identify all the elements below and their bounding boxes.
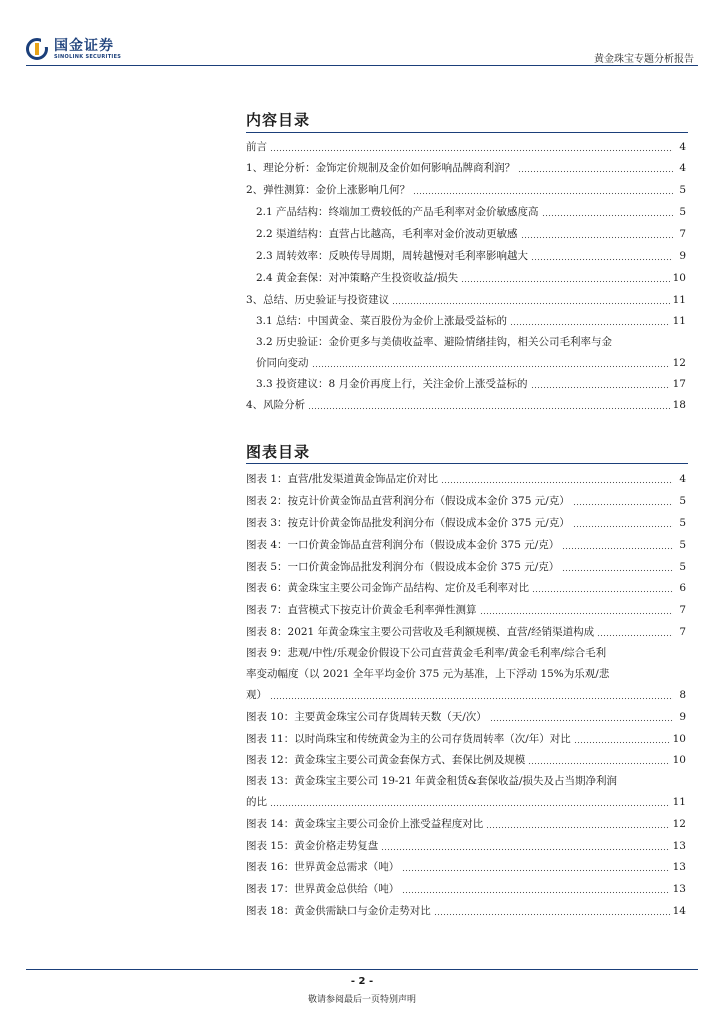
leader-dots bbox=[532, 583, 673, 593]
toc-entry-page: 12 bbox=[672, 357, 686, 369]
toc-entry[interactable] bbox=[256, 271, 686, 285]
leader-dots bbox=[434, 906, 670, 916]
toc-entry-text: 4、风险分析 bbox=[246, 399, 306, 411]
figure-entry-text: 图表 6：黄金珠宝主要公司金饰产品结构、定价及毛利率对比 bbox=[246, 582, 530, 594]
figure-entry-text: 图表 12：黄金珠宝主要公司黄金套保方式、套保比例及规模 bbox=[246, 754, 526, 766]
toc-entry[interactable] bbox=[246, 140, 686, 154]
toc-entry[interactable] bbox=[256, 227, 686, 241]
leader-dots bbox=[531, 251, 673, 261]
figure-entry[interactable] bbox=[246, 625, 686, 639]
leader-dots bbox=[308, 400, 669, 410]
toc-entry-text: 2.3 周转效率：反映传导周期，周转越慢对毛利率影响越大 bbox=[256, 250, 529, 262]
page-header bbox=[0, 0, 724, 68]
figure-entry-text: 图表 14：黄金珠宝主要公司金价上涨受益程度对比 bbox=[246, 818, 484, 830]
figure-entry-page: 13 bbox=[672, 861, 686, 873]
brand-name-en: SINOLINK SECURITIES bbox=[54, 53, 122, 60]
figure-entry[interactable] bbox=[246, 538, 686, 552]
figure-entry-text: 图表 5：一口价黄金饰品批发利润分布（假设成本金价 375 元/克） bbox=[246, 561, 560, 573]
leader-dots bbox=[480, 605, 673, 615]
leader-dots bbox=[518, 163, 673, 173]
toc-entry[interactable] bbox=[246, 293, 686, 307]
page-number: - 2 - bbox=[350, 976, 374, 987]
toc-entry-text: 3.1 总结：中国黄金、菜百股份为金价上涨最受益标的 bbox=[256, 315, 508, 327]
leader-dots bbox=[392, 295, 669, 305]
contents-title: 内容目录 bbox=[246, 111, 311, 129]
toc-entry-text: 价同向变动 bbox=[256, 357, 309, 369]
figure-entry-text: 图表 10：主要黄金珠宝公司存货周转天数（天/次） bbox=[246, 711, 487, 723]
figure-entry[interactable] bbox=[246, 753, 686, 767]
leader-dots bbox=[490, 712, 673, 722]
toc-entry-page: 17 bbox=[672, 378, 686, 390]
report-type: 黄金珠宝专题分析报告 bbox=[594, 54, 694, 65]
figure-entry[interactable] bbox=[246, 494, 686, 508]
figure-entry-page: 5 bbox=[679, 517, 686, 529]
toc-entry[interactable] bbox=[246, 398, 686, 412]
figure-entry-text: 的比 bbox=[246, 796, 267, 808]
figure-entry[interactable] bbox=[246, 839, 686, 853]
leader-dots bbox=[521, 229, 673, 239]
brand-logo-icon bbox=[26, 38, 48, 60]
figure-entry-text-line2[interactable]: 率变动幅度（以 2021 全年平均金价 375 元为基准，上下浮动 15%为乐观/悲 bbox=[246, 668, 610, 680]
figure-entry[interactable] bbox=[246, 860, 686, 874]
figure-entry[interactable] bbox=[246, 516, 686, 530]
figure-entry[interactable] bbox=[246, 817, 686, 831]
leader-dots bbox=[270, 690, 673, 700]
toc-entry-text: 2.4 黄金套保：对冲策略产生投资收益/损失 bbox=[256, 272, 459, 284]
header-divider bbox=[26, 65, 698, 66]
toc-entry-text: 1、理论分析：金饰定价规制及金价如何影响品牌商利润？ bbox=[246, 162, 516, 174]
figure-entry-page: 13 bbox=[672, 840, 686, 852]
toc-entry[interactable] bbox=[256, 249, 686, 263]
figures-title: 图表目录 bbox=[246, 443, 311, 461]
toc-entry-text: 2、弹性测算：金价上涨影响几何？ bbox=[246, 184, 411, 196]
toc-entry-page: 10 bbox=[672, 272, 686, 284]
toc-entry[interactable] bbox=[246, 161, 686, 175]
toc-entry-page: 4 bbox=[679, 141, 686, 153]
toc-entry-page: 5 bbox=[679, 184, 686, 196]
figures-title-rule bbox=[246, 463, 688, 464]
toc-entry-page: 11 bbox=[672, 315, 686, 327]
leader-dots bbox=[461, 273, 670, 283]
figure-entry-text: 图表 7：直营模式下按克计价黄金毛利率弹性测算 bbox=[246, 604, 477, 616]
figure-entry[interactable] bbox=[246, 795, 686, 809]
toc-entry-text-line1[interactable]: 3.2 历史验证：金价更多与美债收益率、避险情绪挂钩，相关公司毛利率与金 bbox=[256, 336, 613, 348]
contents-title-rule bbox=[246, 132, 688, 133]
leader-dots bbox=[441, 474, 673, 484]
footer-divider bbox=[26, 969, 698, 970]
disclaimer: 敬请参阅最后一页特别声明 bbox=[307, 995, 416, 1005]
figure-entry-page: 7 bbox=[679, 626, 686, 638]
leader-dots bbox=[270, 142, 673, 152]
leader-dots bbox=[562, 562, 673, 572]
leader-dots bbox=[312, 358, 670, 368]
leader-dots bbox=[542, 207, 673, 217]
figure-entry-page: 14 bbox=[672, 905, 686, 917]
figure-entry-text: 图表 8：2021 年黄金珠宝主要公司营收及毛利额规模、直营/经销渠道构成 bbox=[246, 626, 595, 638]
figure-entry-page: 5 bbox=[679, 539, 686, 551]
leader-dots bbox=[402, 862, 669, 872]
leader-dots bbox=[402, 884, 669, 894]
figure-entry-page: 13 bbox=[672, 883, 686, 895]
leader-dots bbox=[486, 819, 669, 829]
figure-entry-text: 图表 18：黄金供需缺口与金价走势对比 bbox=[246, 905, 431, 917]
figure-entry-page: 10 bbox=[672, 754, 686, 766]
toc-entry-page: 9 bbox=[679, 250, 686, 262]
figure-entry-text: 图表 4：一口价黄金饰品直营利润分布（假设成本金价 375 元/克） bbox=[246, 539, 560, 551]
leader-dots bbox=[381, 841, 669, 851]
figure-entry-page: 5 bbox=[679, 561, 686, 573]
figure-entry[interactable] bbox=[246, 732, 686, 746]
toc-entry-page: 7 bbox=[679, 228, 686, 240]
figure-entry-text-line1[interactable]: 图表 13：黄金珠宝主要公司 19-21 年黄金租赁&套保收益/损失及占当期净利润 bbox=[246, 775, 618, 787]
figure-entry[interactable] bbox=[246, 603, 686, 617]
figure-entry[interactable] bbox=[246, 882, 686, 896]
figure-entry-page: 5 bbox=[679, 495, 686, 507]
toc-entry-text: 3、总结、历史验证与投资建议 bbox=[246, 294, 390, 306]
figure-entry-text: 图表 1：直营/批发渠道黄金饰品定价对比 bbox=[246, 473, 439, 485]
toc-entry-page: 4 bbox=[679, 162, 686, 174]
figure-entry-page: 8 bbox=[679, 689, 686, 701]
figure-entry-page: 10 bbox=[672, 733, 686, 745]
figure-entry-text: 图表 3：按克计价黄金饰品批发利润分布（假设成本金价 375 元/克） bbox=[246, 517, 570, 529]
brand-logo bbox=[26, 38, 121, 60]
toc-entry-page: 5 bbox=[679, 206, 686, 218]
leader-dots bbox=[573, 496, 673, 506]
figure-entry[interactable] bbox=[246, 581, 686, 595]
toc-entry[interactable] bbox=[256, 377, 686, 391]
leader-dots bbox=[413, 185, 673, 195]
leader-dots bbox=[531, 379, 670, 389]
figure-entry-text: 图表 17：世界黄金总供给（吨） bbox=[246, 883, 400, 895]
leader-dots bbox=[573, 518, 673, 528]
leader-dots bbox=[270, 797, 670, 807]
toc-entry-page: 11 bbox=[672, 294, 686, 306]
leader-dots bbox=[528, 755, 669, 765]
figure-entry[interactable] bbox=[246, 904, 686, 918]
figure-entry[interactable] bbox=[246, 472, 686, 486]
figure-entry[interactable] bbox=[246, 688, 686, 702]
leader-dots bbox=[510, 316, 670, 326]
figure-entry-text: 图表 15：黄金价格走势复盘 bbox=[246, 840, 379, 852]
figure-entry-text: 图表 11：以时尚珠宝和传统黄金为主的公司存货周转率（次/年）对比 bbox=[246, 733, 571, 745]
toc-entry[interactable] bbox=[246, 183, 686, 197]
figure-entry-page: 9 bbox=[679, 711, 686, 723]
figure-entry[interactable] bbox=[246, 560, 686, 574]
figure-entry[interactable] bbox=[246, 710, 686, 724]
figure-entry-text: 图表 16：世界黄金总需求（吨） bbox=[246, 861, 400, 873]
toc-entry[interactable] bbox=[256, 356, 686, 370]
leader-dots bbox=[597, 627, 673, 637]
toc-entry-text: 前言 bbox=[246, 141, 267, 153]
toc-entry[interactable] bbox=[256, 205, 686, 219]
figure-entry-page: 4 bbox=[679, 473, 686, 485]
figure-entry-page: 7 bbox=[679, 604, 686, 616]
figure-entry-page: 6 bbox=[679, 582, 686, 594]
figure-entry-text: 图表 2：按克计价黄金饰品直营利润分布（假设成本金价 375 元/克） bbox=[246, 495, 570, 507]
figure-entry-text-line1[interactable]: 图表 9：悲观/中性/乐观金价假设下公司直营黄金毛利率/黄金毛利率/综合毛利 bbox=[246, 647, 607, 659]
figure-entry-page: 12 bbox=[672, 818, 686, 830]
toc-entry-page: 18 bbox=[672, 399, 686, 411]
toc-entry-text: 2.2 渠道结构：直营占比越高，毛利率对金价波动更敏感 bbox=[256, 228, 518, 240]
toc-entry-text: 3.3 投资建议：8 月金价再度上行，关注金价上涨受益标的 bbox=[256, 378, 528, 390]
figure-entry-text: 观） bbox=[246, 689, 267, 701]
toc-entry-text: 2.1 产品结构：终端加工费较低的产品毛利率对金价敏感度高 bbox=[256, 206, 539, 218]
leader-dots bbox=[574, 734, 670, 744]
toc-entry[interactable] bbox=[256, 314, 686, 328]
figure-entry-page: 11 bbox=[672, 796, 686, 808]
leader-dots bbox=[562, 540, 673, 550]
brand-name-cn: 国金证券 bbox=[54, 37, 114, 54]
